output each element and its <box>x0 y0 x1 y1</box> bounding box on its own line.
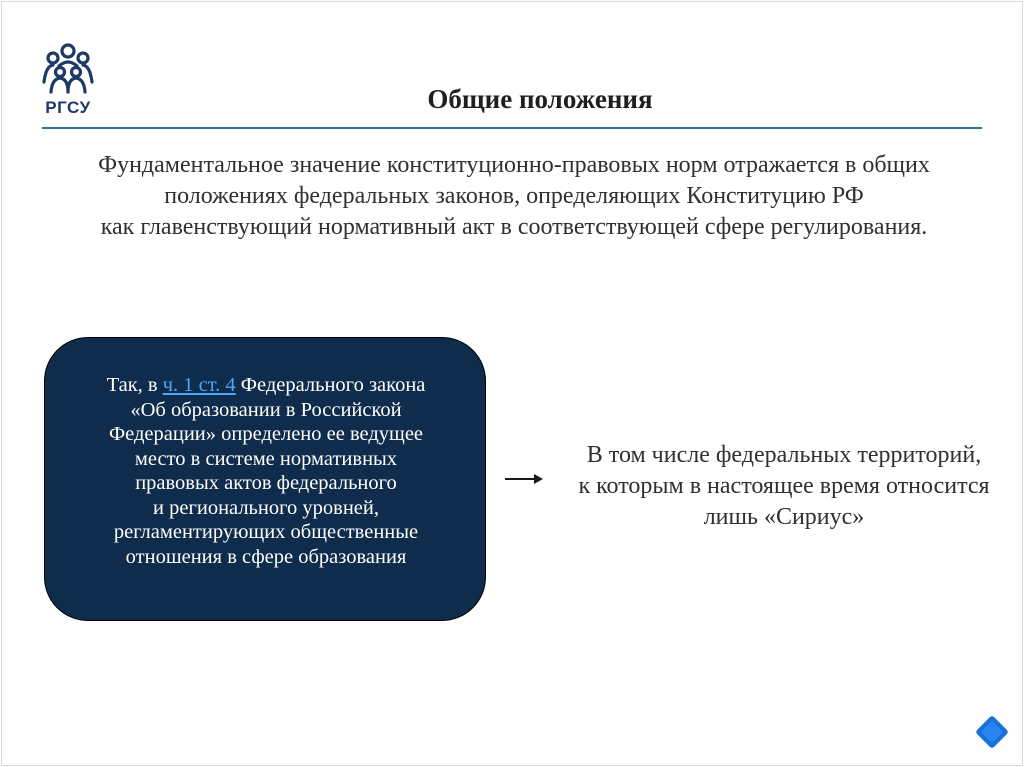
intro-line: положениях федеральных законов, определяющих Конституцию РФ <box>164 183 864 209</box>
people-group-icon <box>38 42 98 98</box>
side-line: к которым в настоящее время относится <box>578 473 990 499</box>
intro-paragraph <box>50 150 978 243</box>
logo-text: РГСУ <box>45 98 91 117</box>
diamond-nav-icon[interactable] <box>972 712 1012 752</box>
box-line: правовых актов федерального <box>135 472 397 494</box>
box-line: и регионального уровней, <box>153 496 379 519</box>
law-reference-box <box>44 337 486 621</box>
box-line-prefix: Так, в <box>106 374 163 396</box>
box-line: Федерации» определено ее ведущее <box>108 423 424 445</box>
side-line: В том числе федеральных территорий, <box>586 442 982 468</box>
arrow-right-icon <box>504 471 544 487</box>
box-line: место в системе нормативных <box>134 447 398 470</box>
title-divider <box>42 127 982 129</box>
box-line-suffix: Федерального закона <box>235 374 426 396</box>
box-line: отношения в сфере образования <box>125 545 407 568</box>
box-line <box>45 373 487 398</box>
side-note <box>546 440 1022 533</box>
intro-line: как главенствующий нормативный акт в соответствующей сфере регулирования. <box>100 214 928 240</box>
side-line: лишь «Сириус» <box>703 504 865 530</box>
box-line: регламентирующих общественные <box>113 521 419 543</box>
box-line: «Об образовании в Российской <box>130 398 402 421</box>
intro-line: Фундаментальное значение конституционно-правовых норм отражается в общих <box>98 152 930 178</box>
law-reference-text <box>45 373 487 569</box>
page-title: Общие положения <box>427 84 653 114</box>
logo <box>38 42 98 122</box>
law-article-link[interactable]: ч. 1 ст. 4 <box>162 374 236 396</box>
